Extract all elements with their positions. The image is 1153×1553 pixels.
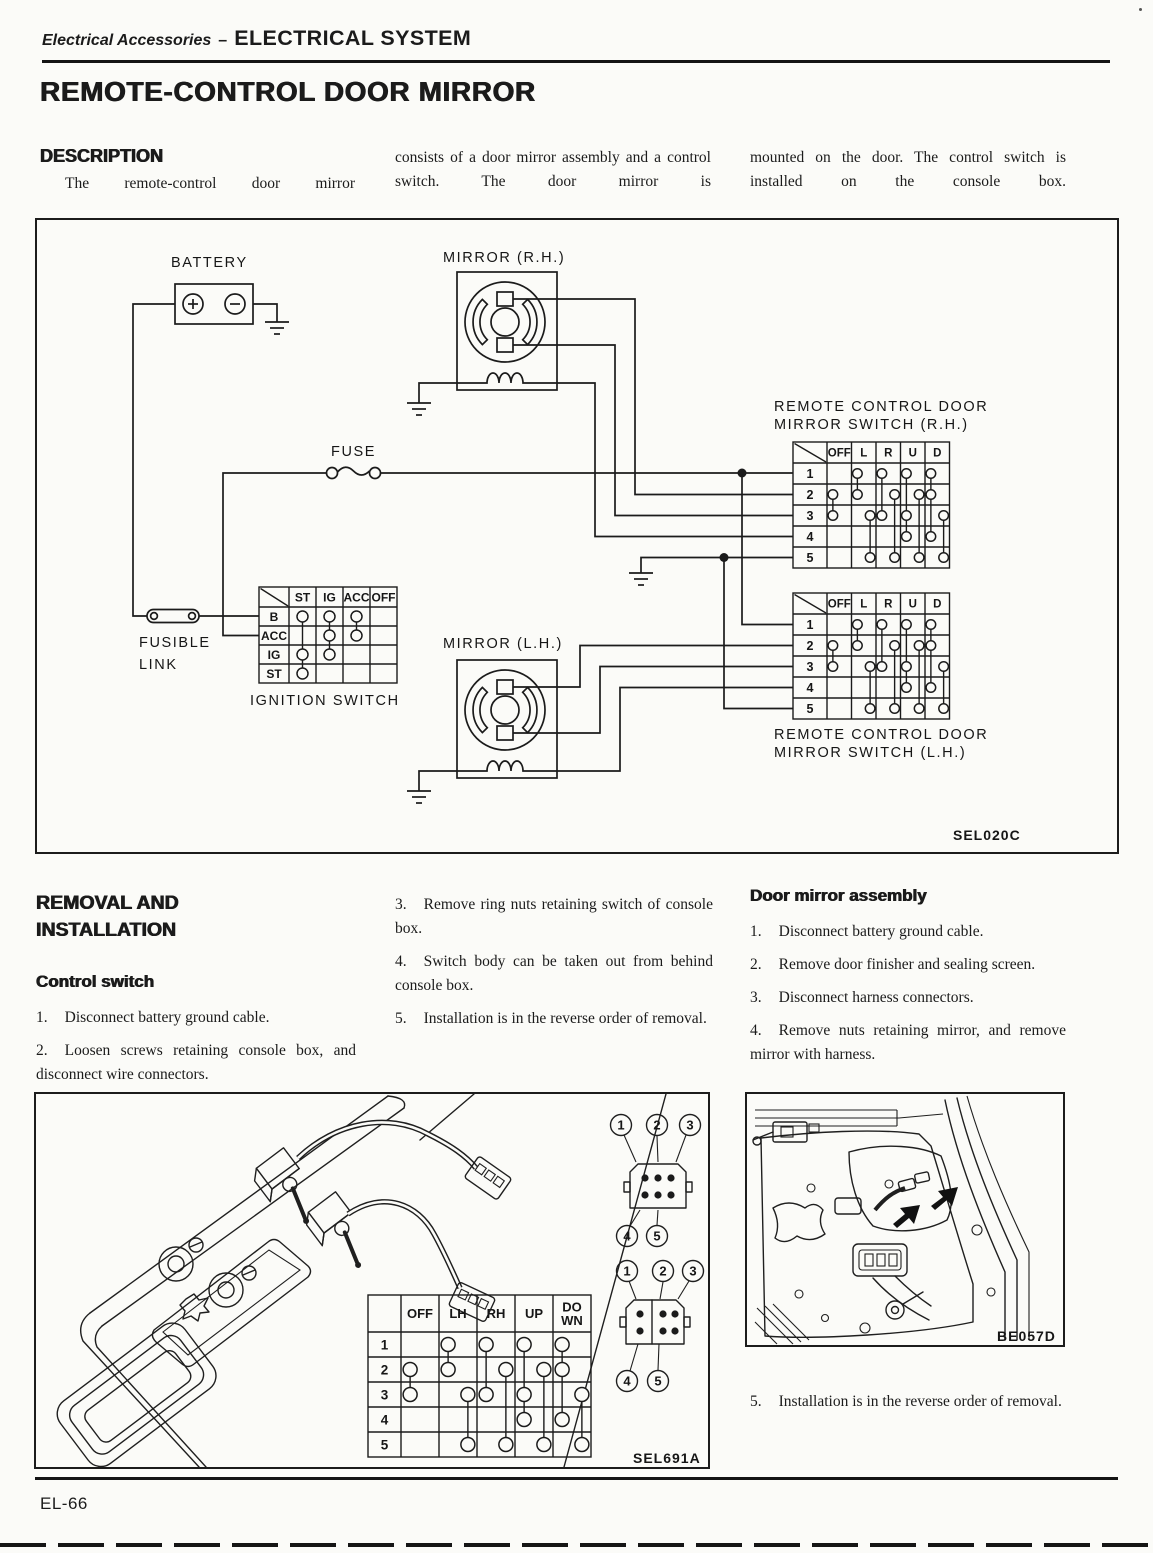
- battery-symbol: [175, 284, 253, 324]
- svg-text:D: D: [933, 447, 942, 460]
- mirror-rh-motor-icon: [457, 272, 557, 390]
- pin-callout: [617, 1371, 638, 1392]
- svg-text:5: 5: [380, 1437, 389, 1453]
- mirror-rh-ground-wire: [419, 383, 475, 403]
- page-number: EL-66: [40, 1494, 88, 1513]
- ground-icon: [407, 403, 431, 415]
- svg-text:1: 1: [806, 467, 814, 481]
- pin-callout: [647, 1115, 668, 1136]
- description-col1: The remote-control door mirror: [65, 175, 355, 192]
- figure-code: SEL020C: [953, 827, 1021, 843]
- header-separator: –: [218, 32, 228, 49]
- console-switch-illustration: [36, 1094, 708, 1467]
- mirror-switch-table-rh: [793, 442, 950, 568]
- fusible-link-label-1: FUSIBLE: [139, 635, 211, 651]
- rh-switch-label-2: MIRROR SWITCH (R.H.): [774, 417, 969, 433]
- control-switch-heading: Control switch: [36, 971, 155, 991]
- reinforcement-hole: [773, 1203, 825, 1242]
- power-branch-wire: [742, 473, 793, 625]
- svg-text:OFF: OFF: [827, 598, 851, 611]
- svg-text:ACC: ACC: [343, 590, 370, 605]
- ground-icon: [407, 791, 431, 803]
- pin-callout: [680, 1115, 701, 1136]
- mirror-lh-wire-2: [513, 667, 793, 734]
- svg-text:4: 4: [623, 1373, 631, 1389]
- pin-callout: [683, 1261, 704, 1282]
- header-rule: [42, 60, 1110, 63]
- switch-ground-wire: [641, 558, 793, 574]
- mirror-rh-wire-1: [513, 299, 793, 495]
- battery-label: BATTERY: [171, 255, 248, 271]
- svg-text:4: 4: [806, 530, 814, 544]
- svg-text:3: 3: [806, 660, 814, 674]
- svg-text:3: 3: [380, 1387, 389, 1403]
- fusible-link-label-2: LINK: [139, 657, 178, 673]
- grommet: [209, 1273, 243, 1307]
- svg-text:4: 4: [806, 681, 814, 695]
- svg-text:OFF: OFF: [827, 447, 851, 460]
- footer-rule: [35, 1477, 1118, 1480]
- description-col2: consists of a door mirror assembly and a control switch. The door mirror is: [395, 149, 711, 191]
- door-mirror-step5: [750, 1390, 1066, 1414]
- ignition-switch-table: [259, 587, 397, 683]
- pin-callout: [648, 1371, 669, 1392]
- svg-text:RH: RH: [486, 1306, 506, 1322]
- running-header: [42, 26, 471, 51]
- svg-text:3: 3: [689, 1263, 697, 1279]
- door-mirror-heading: Door mirror assembly: [750, 886, 927, 905]
- svg-text:3: 3: [806, 509, 814, 523]
- pointer-arrow: [931, 1187, 958, 1210]
- procedure-step: 3. Disconnect harness connectors.: [750, 989, 974, 1007]
- door-panel-figure: [745, 1092, 1065, 1347]
- battery-feed-wire: [133, 304, 175, 616]
- console-tray: [51, 1317, 223, 1467]
- svg-text:1: 1: [617, 1117, 625, 1133]
- pin-callout: [611, 1115, 632, 1136]
- mirror-lh-ground-wire: [419, 771, 475, 791]
- procedure-step: 5. Installation is in the reverse order of removal.: [750, 1393, 1062, 1410]
- description-heading: DESCRIPTION: [40, 146, 164, 166]
- svg-text:B: B: [269, 609, 279, 624]
- console-switch-figure: [34, 1092, 710, 1469]
- pin-callout: [653, 1261, 674, 1282]
- page-title: REMOTE-CONTROL DOOR MIRROR: [40, 76, 536, 107]
- svg-text:IG: IG: [267, 647, 281, 662]
- svg-text:5: 5: [654, 1373, 662, 1389]
- procedure-step: 1. Disconnect battery ground cable.: [750, 923, 984, 940]
- removal-col1: [36, 890, 356, 1096]
- svg-text:1: 1: [623, 1263, 631, 1279]
- figure-code: SEL691A: [633, 1450, 701, 1466]
- pointer-arrow: [893, 1205, 920, 1228]
- fuse-label: FUSE: [331, 444, 377, 460]
- mirror-lh-label: MIRROR (L.H.): [443, 636, 563, 652]
- svg-text:4: 4: [380, 1412, 389, 1428]
- ground-icon: [265, 322, 289, 334]
- svg-text:ACC: ACC: [261, 628, 287, 643]
- svg-text:OFF: OFF: [407, 1306, 433, 1322]
- system-name: ELECTRICAL SYSTEM: [234, 26, 472, 50]
- svg-text:3: 3: [686, 1117, 694, 1133]
- svg-text:OFF: OFF: [371, 590, 396, 605]
- svg-text:2: 2: [806, 639, 814, 653]
- svg-text:4: 4: [623, 1228, 631, 1244]
- mirror-lh-wire-3: [535, 688, 793, 772]
- svg-text:U: U: [908, 447, 917, 460]
- door-panel-illustration: [747, 1094, 1063, 1345]
- scan-speck: [1139, 8, 1142, 11]
- toggle-switch: [249, 1148, 328, 1234]
- svg-text:2: 2: [653, 1117, 661, 1133]
- ignition-switch-label: IGNITION SWITCH: [250, 693, 400, 709]
- battery-ground-wire: [253, 304, 277, 322]
- rh-switch-label-1: REMOTE CONTROL DOOR: [774, 399, 989, 415]
- procedure-step: 2. Remove door finisher and sealing screen.: [750, 956, 1036, 974]
- figure-code: BE057D: [997, 1328, 1056, 1344]
- lh-switch-label-2: MIRROR SWITCH (L.H.): [774, 745, 967, 761]
- fusible-link-symbol: [147, 610, 199, 623]
- mirror-lh-motor-icon: [457, 660, 557, 778]
- svg-text:5: 5: [653, 1228, 661, 1244]
- screw-icon: [189, 1238, 203, 1252]
- ground-icon: [629, 573, 653, 585]
- wiring-diagram: [37, 220, 1117, 852]
- svg-text:R: R: [884, 598, 893, 611]
- svg-text:5: 5: [806, 551, 814, 565]
- mirror-switch-table-lh: [793, 593, 950, 719]
- mirror-rh-wire-3: [535, 383, 793, 537]
- pin-callout: [647, 1226, 668, 1247]
- procedure-step: 4. Remove nuts retaining mirror, and remove mirror with harness.: [750, 1022, 1066, 1064]
- wire-harness: [298, 1122, 476, 1288]
- screw-icon: [242, 1266, 256, 1280]
- svg-text:2: 2: [806, 488, 814, 502]
- fuse-symbol: [327, 467, 381, 478]
- svg-text:U: U: [908, 598, 917, 611]
- section-name: Electrical Accessories: [42, 32, 212, 49]
- connector-pinout-b: [617, 1261, 704, 1392]
- mirror-rh-wire-2: [513, 345, 793, 516]
- description-col3: mounted on the door. The control switch is installed on the console box.: [750, 149, 1066, 191]
- removal-col2: [395, 893, 713, 1040]
- pin-callout: [617, 1226, 638, 1247]
- lh-switch-label-1: REMOTE CONTROL DOOR: [774, 727, 989, 743]
- svg-text:2: 2: [659, 1263, 667, 1279]
- svg-text:1: 1: [806, 618, 814, 632]
- console-illustration: [51, 1094, 666, 1467]
- pin-callout: [617, 1261, 638, 1282]
- svg-text:2: 2: [380, 1362, 389, 1378]
- ground-branch-wire: [724, 558, 793, 709]
- svg-text:5: 5: [806, 702, 814, 716]
- regulator-bracket: [853, 1244, 907, 1276]
- procedure-step: 4. Switch body can be taken out from behind console box.: [395, 953, 713, 995]
- procedure-step: 2. Loosen screws retaining console box, and disconnect wire connectors.: [36, 1041, 356, 1083]
- svg-text:UP: UP: [524, 1306, 544, 1322]
- svg-text:D: D: [933, 598, 942, 611]
- procedure-step: 1. Disconnect battery ground cable.: [36, 1008, 270, 1026]
- removal-heading: REMOVAL AND INSTALLATION: [36, 892, 179, 942]
- svg-text:L: L: [860, 598, 868, 611]
- svg-text:ST: ST: [266, 666, 282, 681]
- wiring-diagram-figure: [35, 218, 1119, 854]
- procedure-step: 5. Installation is in the reverse order of removal.: [395, 1010, 707, 1028]
- svg-text:L: L: [860, 447, 868, 460]
- removal-col3: [750, 886, 1066, 1076]
- mirror-harness: [875, 1172, 930, 1210]
- svg-text:ST: ST: [294, 590, 311, 605]
- svg-text:1: 1: [380, 1337, 389, 1353]
- svg-text:DOWN: DO WN: [561, 1299, 583, 1328]
- mirror-rh-label: MIRROR (R.H.): [443, 250, 566, 266]
- svg-text:IG: IG: [323, 590, 336, 605]
- door-illustration: [753, 1096, 1029, 1344]
- page-bottom-edge: [0, 1543, 1153, 1547]
- procedure-step: 3. Remove ring nuts retaining switch of console box.: [395, 896, 713, 938]
- svg-text:LH: LH: [449, 1306, 467, 1322]
- svg-text:R: R: [884, 447, 893, 460]
